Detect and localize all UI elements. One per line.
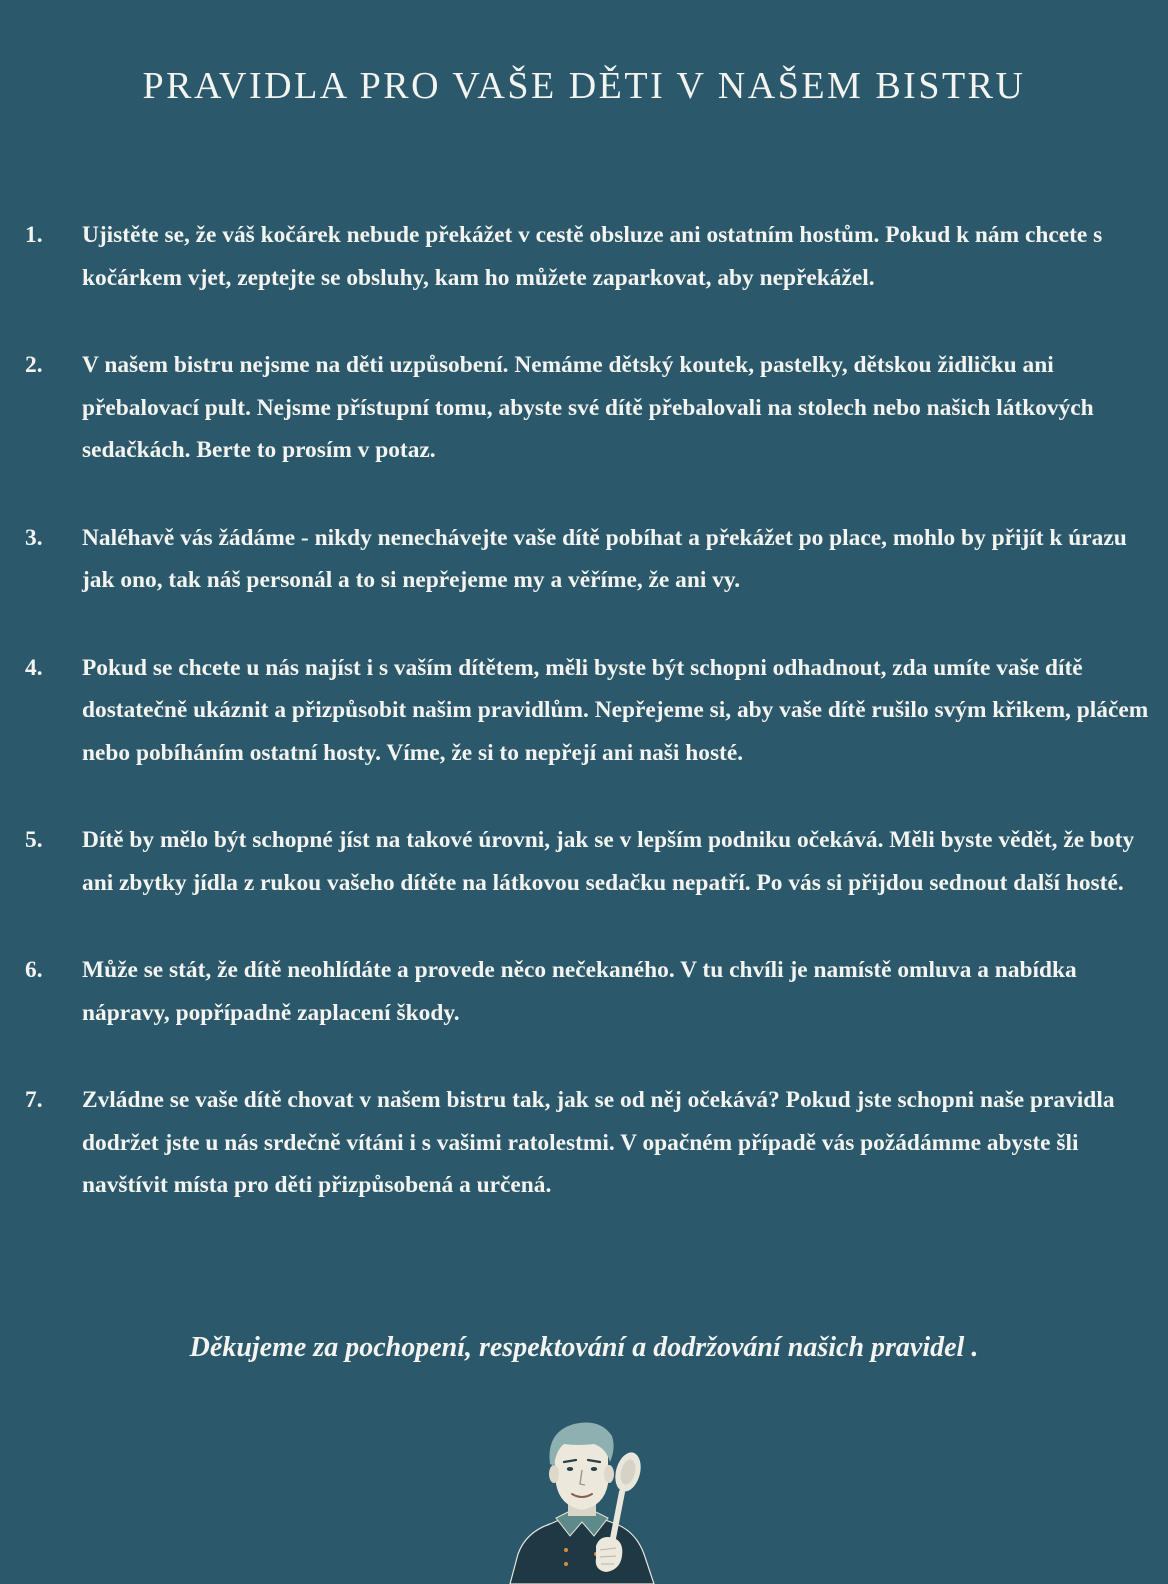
- rules-list: [0, 214, 1168, 1252]
- chef-with-spoon-icon: [504, 1414, 660, 1584]
- rule-number: 3.: [25, 524, 43, 551]
- rule-item: [0, 344, 1168, 472]
- rule-item: [0, 214, 1168, 299]
- rule-item: [0, 1079, 1168, 1207]
- rule-item: [0, 949, 1168, 1034]
- rule-text: Naléhavě vás žádáme - nikdy nenechávejte vaše dítě pobíhat a překážet po place, mohlo by přijít k úrazu jak ono, tak náš personál a to si nepřejeme my a věříme, že ani vy.: [82, 524, 1127, 593]
- rule-text: Dítě by mělo být schopné jíst na takové úrovni, jak se v lepším podniku očekává. Měli byste vědět, že boty ani zbytky jídla z rukou vašeho dítěte na látkovou sedačku nepatří. Po vás si přijdou sednout další hosté.: [82, 827, 1135, 896]
- rule-item: [0, 819, 1168, 904]
- rule-number: 1.: [25, 222, 43, 248]
- closing-message: Děkujeme za pochopení, respektování a dodržování našich pravidel .: [189, 1332, 979, 1363]
- rule-number: 6.: [25, 957, 43, 983]
- rule-text: Pokud se chcete u nás najíst i s vaším dítětem, měli byste být schopni odhadnout, zda umíte vaše dítě dostatečně ukáznit a přizpůsobit našim pravidlům. Nepřejeme si, aby vaše dítě rušilo svým křikem, pláčem nebo pobíháním ostatní hosty. Víme, že si to nepřejí ani naši hosté.: [82, 654, 1149, 766]
- rule-item: [0, 517, 1168, 602]
- rule-number: 7.: [25, 1087, 43, 1113]
- rule-text: Ujistěte se, že váš kočárek nebude překážet v cestě obsluze ani ostatním hostům. Pokud k nám chcete s kočárkem vjet, zeptejte se obsluhy, kam ho můžete zaparkovat, aby nepřekážel.: [82, 222, 1103, 291]
- rule-number: 2.: [25, 352, 43, 378]
- page-title: PRAVIDLA PRO VAŠE DĚTI V NAŠEM BISTRU: [142, 65, 1026, 107]
- rule-item: [0, 647, 1168, 775]
- rule-number: 5.: [25, 827, 43, 853]
- rule-text: Může se stát, že dítě neohlídáte a provede něco nečekaného. V tu chvíli je namístě omluva a nabídka nápravy, popřípadně zaplacení škody.: [82, 957, 1077, 1026]
- rule-text: Zvládne se vaše dítě chovat v našem bistru tak, jak se od něj očekává? Pokud jste schopni naše pravidla dodržet jste u nás srdečně vítáni i s vašimi ratolestmi. V opačném případě vás požádámme abyste šli navštívit místa pro děti přizpůsobená a určená.: [82, 1087, 1115, 1198]
- rule-number: 4.: [25, 654, 43, 681]
- rule-text: V našem bistru nejsme na děti uzpůsobení. Nemáme dětský koutek, pastelky, dětskou židličku ani přebalovací pult. Nejsme přístupní tomu, abyste své dítě přebalovali na stolech nebo našich látkových sedačkách. Berte to prosím v potaz.: [82, 352, 1094, 463]
